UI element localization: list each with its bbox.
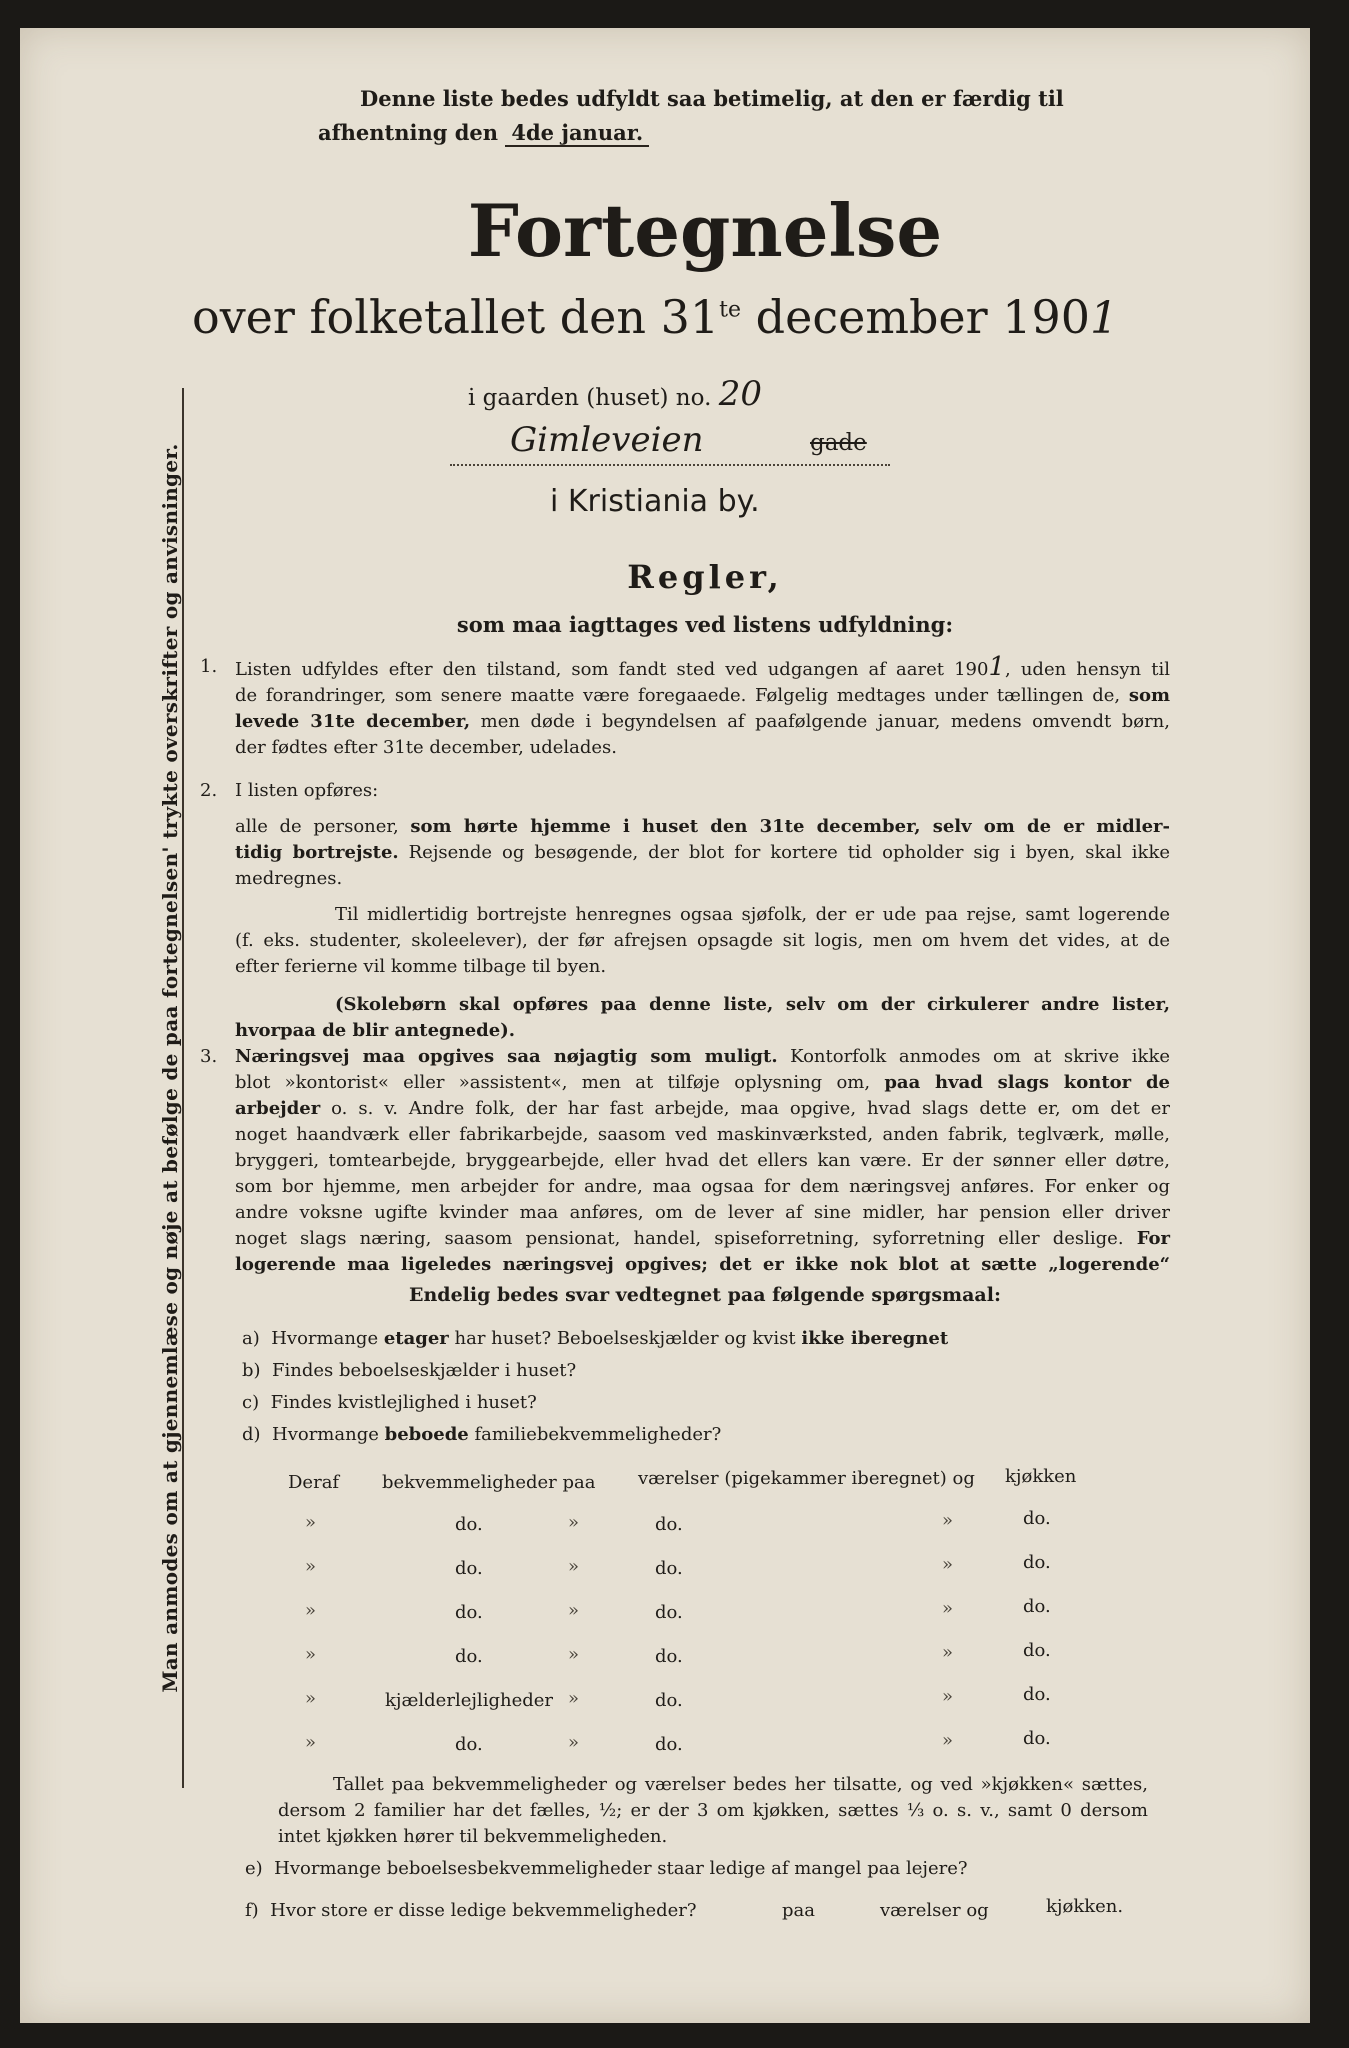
question-f-paa: paa	[782, 1900, 815, 1921]
rule-3: Næringsvej maa opgives saa nøjagtig som muligt. Kontorfolk anmodes om at skrive ikke blot »kontorist« eller »assistent«, men at tilføje oplysning om, paa hvad slags kontor de arbejder o. s. v. Andre folk, der har fast arbejde, maa opgive, hvad slags dette er, om det er noget haandværk eller fabrikarbejde, saasom ved maskinværksted, anden fabrik, teglværk, mølle, bryggeri, tomtearbejde, bryggearbejde, eller hvad det ellers kan være. Er der sønner eller døtre, som bor hjemme, men arbejder for andre, maa ogsaa for dem næringsvej anføres. For enker og andre voksne ugifte kvinder maa anføres, om de lever af sine midler, har pension eller driver noget slags næring, saasom pensionat, handel, spiseforretning, syforretning eller deslige. For logerende maa ligeledes næringsvej opgives; det er ikke nok blot at sætte „logerende“	[235, 1046, 1170, 1275]
table-row-2-mark: »	[305, 1556, 317, 1577]
question-f: f) Hvor store er disse ledige bekvemmeligheder?	[245, 1900, 697, 1921]
question-c: c) Findes kvistlejlighed i huset?	[242, 1392, 537, 1413]
table-row-6-mark2: »	[568, 1732, 580, 1753]
rule-1: Listen udfyldes efter den tilstand, som fandt sted ved udgangen af aaret 1901, uden hensyn til de forandringer, som senere maatte være foregaaede. Følgelig medtages under tællingen de, som levede 31te december, men døde i begyndelsen af paafølgende januar, medens omvendt børn, der fødtes efter 31te december, udelades.	[235, 652, 1171, 758]
table-row-5-vaer: do.	[655, 1690, 683, 1711]
table-row-2-mark2: »	[568, 1556, 580, 1577]
rule-3-number: 3.	[200, 1046, 218, 1067]
table-row-2-bekv: do.	[455, 1558, 483, 1579]
table-header-vaerelser: værelser (pigekammer iberegnet) og	[638, 1468, 975, 1489]
table-row-2-mark3: »	[942, 1554, 954, 1575]
question-b: b) Findes beboelseskjælder i huset?	[242, 1360, 577, 1381]
table-row-3-mark3: »	[942, 1598, 954, 1619]
subtitle-year-handwritten: 1	[1090, 293, 1119, 344]
table-row-5-mark: »	[305, 1688, 317, 1709]
table-row-4-kj: do.	[1023, 1640, 1051, 1661]
rule-1-number: 1.	[200, 656, 218, 677]
table-row-6-mark: »	[305, 1732, 317, 1753]
form-subtitle	[192, 290, 1118, 344]
table-header-deraf: Deraf	[288, 1472, 340, 1493]
table-row-2-kj: do.	[1023, 1552, 1051, 1573]
street-line	[450, 420, 890, 466]
table-row-4-vaer: do.	[655, 1646, 683, 1667]
notice-prefix: afhentning den	[318, 120, 499, 145]
table-row-1-bekv: do.	[455, 1514, 483, 1535]
question-f-vaerelser: værelser og	[880, 1900, 989, 1921]
table-row-1-mark2: »	[568, 1512, 580, 1533]
table-row-3-vaer: do.	[655, 1602, 683, 1623]
rules-heading: Regler,	[627, 558, 783, 596]
table-row-6-kj: do.	[1023, 1728, 1051, 1749]
street-handwritten: Gimleveien	[510, 420, 704, 460]
rule-2-number: 2.	[200, 780, 218, 801]
notice-line-2	[318, 120, 649, 145]
notice-date: 4de januar.	[505, 120, 649, 147]
question-e: e) Hvormange beboelsesbekvemmeligheder staar ledige af mangel paa lejere?	[245, 1858, 968, 1879]
table-row-1-mark: »	[305, 1512, 317, 1533]
footnote: Tallet paa bekvemmeligheder og værelser bedes her tilsatte, og ved »kjøkken« sættes, dersom 2 familier har det fælles, ½; er der 3 om kjøkken, sættes ⅓ o. s. v., samt 0 dersom intet kjøkken hører til bekvemmeligheden.	[278, 1774, 1148, 1847]
table-row-4-mark2: »	[568, 1644, 580, 1665]
rule-2: I listen opføres: alle de personer, som hørte hjemme i huset den 31te december, selv om de er midler- tidig bortrejste. Rejsende og besøgende, der blot for kortere tid opholder sig i byen, skal ikke medregnes. Til midlertidig bortrejste henregnes ogsaa sjøfolk, der er ude paa rejse, samt logerende (f. eks. studenter, skoleelever), der før afrejsen opsagde sit logis, men om hvem det vides, at de efter ferierne vil komme tilbage til byen. (Skolebørn skal opføres paa denne liste, selv om der cirkulerer andre lister, hvorpaa de blir antegnede).	[235, 780, 1171, 1041]
house-line	[468, 374, 762, 414]
subtitle-sup: te	[719, 297, 742, 323]
table-row-3-kj: do.	[1023, 1596, 1051, 1617]
table-row-6-bekv: do.	[455, 1734, 483, 1755]
form-title: Fortegnelse	[467, 188, 943, 273]
table-row-4-mark: »	[305, 1644, 317, 1665]
notice-line-1: Denne liste bedes udfyldt saa betimelig, at den er færdig til	[360, 86, 1064, 111]
table-row-1-kj: do.	[1023, 1508, 1051, 1529]
subtitle-prefix: over folketallet den 31	[192, 290, 720, 344]
table-header-kjokken: kjøkken	[1005, 1466, 1077, 1487]
question-d: d) Hvormange beboede familiebekvemmeligheder?	[242, 1424, 722, 1445]
side-rule	[182, 388, 184, 1788]
rule-1-year-handwritten: 1	[988, 652, 1006, 682]
table-header-bekv: bekvemmeligheder paa	[382, 1472, 596, 1493]
question-f-kjokken: kjøkken.	[1046, 1896, 1124, 1917]
table-row-4-bekv: do.	[455, 1646, 483, 1667]
table-row-5-mark2: »	[568, 1688, 580, 1709]
table-row-5-bekv: kjælderlejligheder	[385, 1690, 553, 1711]
table-row-2-vaer: do.	[655, 1558, 683, 1579]
table-row-3-mark: »	[305, 1600, 317, 1621]
table-row-3-mark2: »	[568, 1600, 580, 1621]
rules-subheading: som maa iagttages ved listens udfyldning:	[456, 612, 954, 637]
table-row-1-vaer: do.	[655, 1514, 683, 1535]
table-row-5-kj: do.	[1023, 1684, 1051, 1705]
side-instruction: Man anmodes om at gjennemlæse og nøje at befølge de paa fortegnelsen' trykte overskrifter og anvisninger.	[158, 443, 182, 1693]
table-row-6-mark3: »	[942, 1730, 954, 1751]
table-row-4-mark3: »	[942, 1642, 954, 1663]
street-suffix-struck: gade	[810, 430, 867, 456]
question-a: a) Hvormange etager har huset? Beboelseskjælder og kvist ikke iberegnet	[242, 1328, 949, 1349]
house-label: i gaarden (huset) no.	[468, 385, 712, 411]
table-row-6-vaer: do.	[655, 1734, 683, 1755]
house-number-handwritten: 20	[718, 374, 762, 414]
table-row-1-mark3: »	[942, 1510, 954, 1531]
subtitle-suffix: december 190	[741, 290, 1091, 344]
table-row-5-mark3: »	[942, 1686, 954, 1707]
city-line: i Kristiania by.	[550, 484, 760, 519]
census-form-page	[20, 28, 1310, 2023]
table-row-3-bekv: do.	[455, 1602, 483, 1623]
questions-heading: Endelig bedes svar vedtegnet paa følgende spørgsmaal:	[409, 1284, 1001, 1306]
